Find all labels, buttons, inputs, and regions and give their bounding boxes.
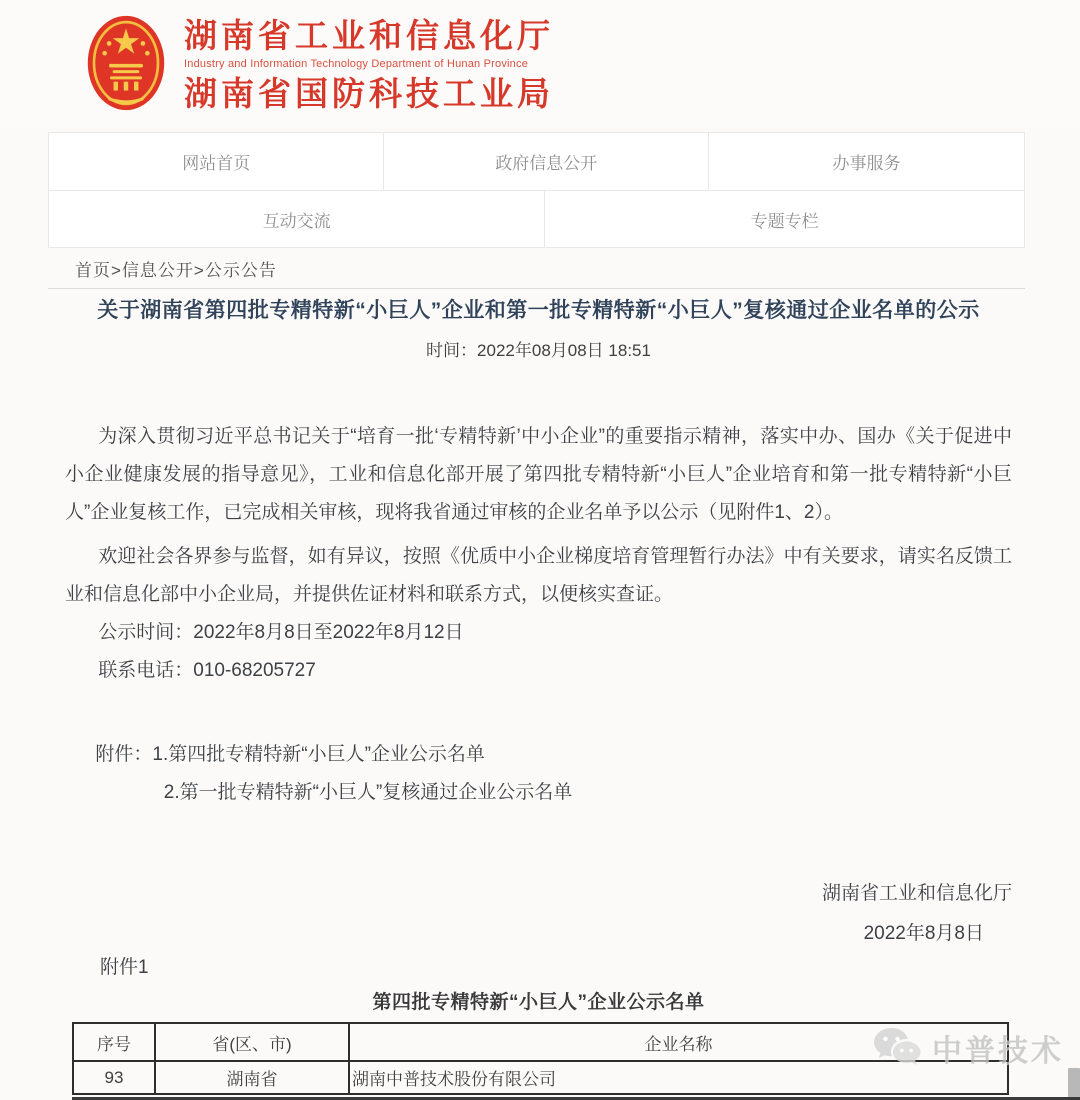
article-title: 关于湖南省第四批专精特新“小巨人”企业和第一批专精特新“小巨人”复核通过企业名单的公示 [97, 299, 980, 322]
watermark-text: 中普技术 [932, 1035, 1064, 1068]
paragraph-2: 欢迎社会各界参与监督，如有异议，按照《优质中小企业梯度培育管理暂行办法》中有关要求，请实名反馈工业和信息化部中小企业局，并提供佐证材料和联系方式，以便核实查证。 [65, 546, 1012, 605]
col-header-company: 企业名称 [349, 1023, 1008, 1061]
table-header-row [73, 1023, 1008, 1061]
breadcrumb[interactable]: 首页>信息公开>公示公告 [75, 261, 277, 280]
site-header [0, 0, 1080, 128]
col-header-serial: 序号 [73, 1023, 155, 1061]
publish-time: 时间：2022年08月08日 18:51 [426, 341, 651, 360]
article-body [65, 418, 1012, 690]
attachment-item-2[interactable]: 2.第一批专精特新“小巨人”复核通过企业公示名单 [163, 782, 573, 803]
org-name-cn-2: 湖南省国防科技工业局 [184, 75, 554, 112]
article [65, 296, 1012, 1095]
nav-item-home[interactable]: 网站首页 [182, 154, 251, 173]
attachment-list [65, 736, 1012, 812]
cell-province: 湖南省 [155, 1061, 349, 1094]
org-titles [184, 16, 804, 114]
national-emblem-logo [86, 12, 166, 114]
contact-phone: 联系电话：010-68205727 [98, 660, 316, 681]
nav-row-1 [49, 133, 1024, 190]
nav-item-special-columns[interactable]: 专题专栏 [544, 191, 1024, 247]
main-nav [48, 132, 1025, 248]
annex-table [72, 1022, 1009, 1095]
scrollbar-thumb[interactable] [1068, 1068, 1080, 1098]
publicity-period: 公示时间：2022年8月8日至2022年8月12日 [98, 622, 464, 643]
cell-serial: 93 [73, 1061, 155, 1094]
table-row [73, 1061, 1008, 1094]
org-name-en: Industry and Information Technology Department of Hunan Province [184, 58, 529, 70]
breadcrumb-divider [48, 288, 1025, 289]
signature-org: 湖南省工业和信息化厅 [821, 883, 1012, 904]
annex-table-title: 第四批专精特新“小巨人”企业公示名单 [372, 992, 705, 1013]
nav-row-2 [49, 190, 1024, 247]
cell-company: 湖南中普技术股份有限公司 [349, 1061, 1008, 1094]
org-name-cn-1: 湖南省工业和信息化厅 [184, 17, 554, 54]
attachment-item-1[interactable]: 附件：1.第四批专精特新“小巨人”企业公示名单 [95, 744, 485, 765]
nav-item-interaction[interactable]: 互动交流 [262, 211, 331, 231]
nav-item-services[interactable]: 办事服务 [708, 133, 1024, 190]
paragraph-1: 为深入贯彻习近平总书记关于“培育一批‘专精特新’中小企业”的重要指示精神，落实中办、国办《关于促进中小企业健康发展的指导意见》，工业和信息化部开展了第四批专精特新“小巨人”企业培育和第一批专精特新“小巨人”企业复核工作，已完成相关审核，现将我省通过审核的企业名单予以公示（见附件1、2）。 [65, 426, 1012, 523]
annex-label: 附件1 [100, 957, 149, 978]
col-header-province: 省(区、市) [155, 1023, 349, 1061]
nav-item-gov-info[interactable]: 政府信息公开 [383, 133, 708, 190]
signature-date: 2022年8月8日 [863, 923, 984, 944]
